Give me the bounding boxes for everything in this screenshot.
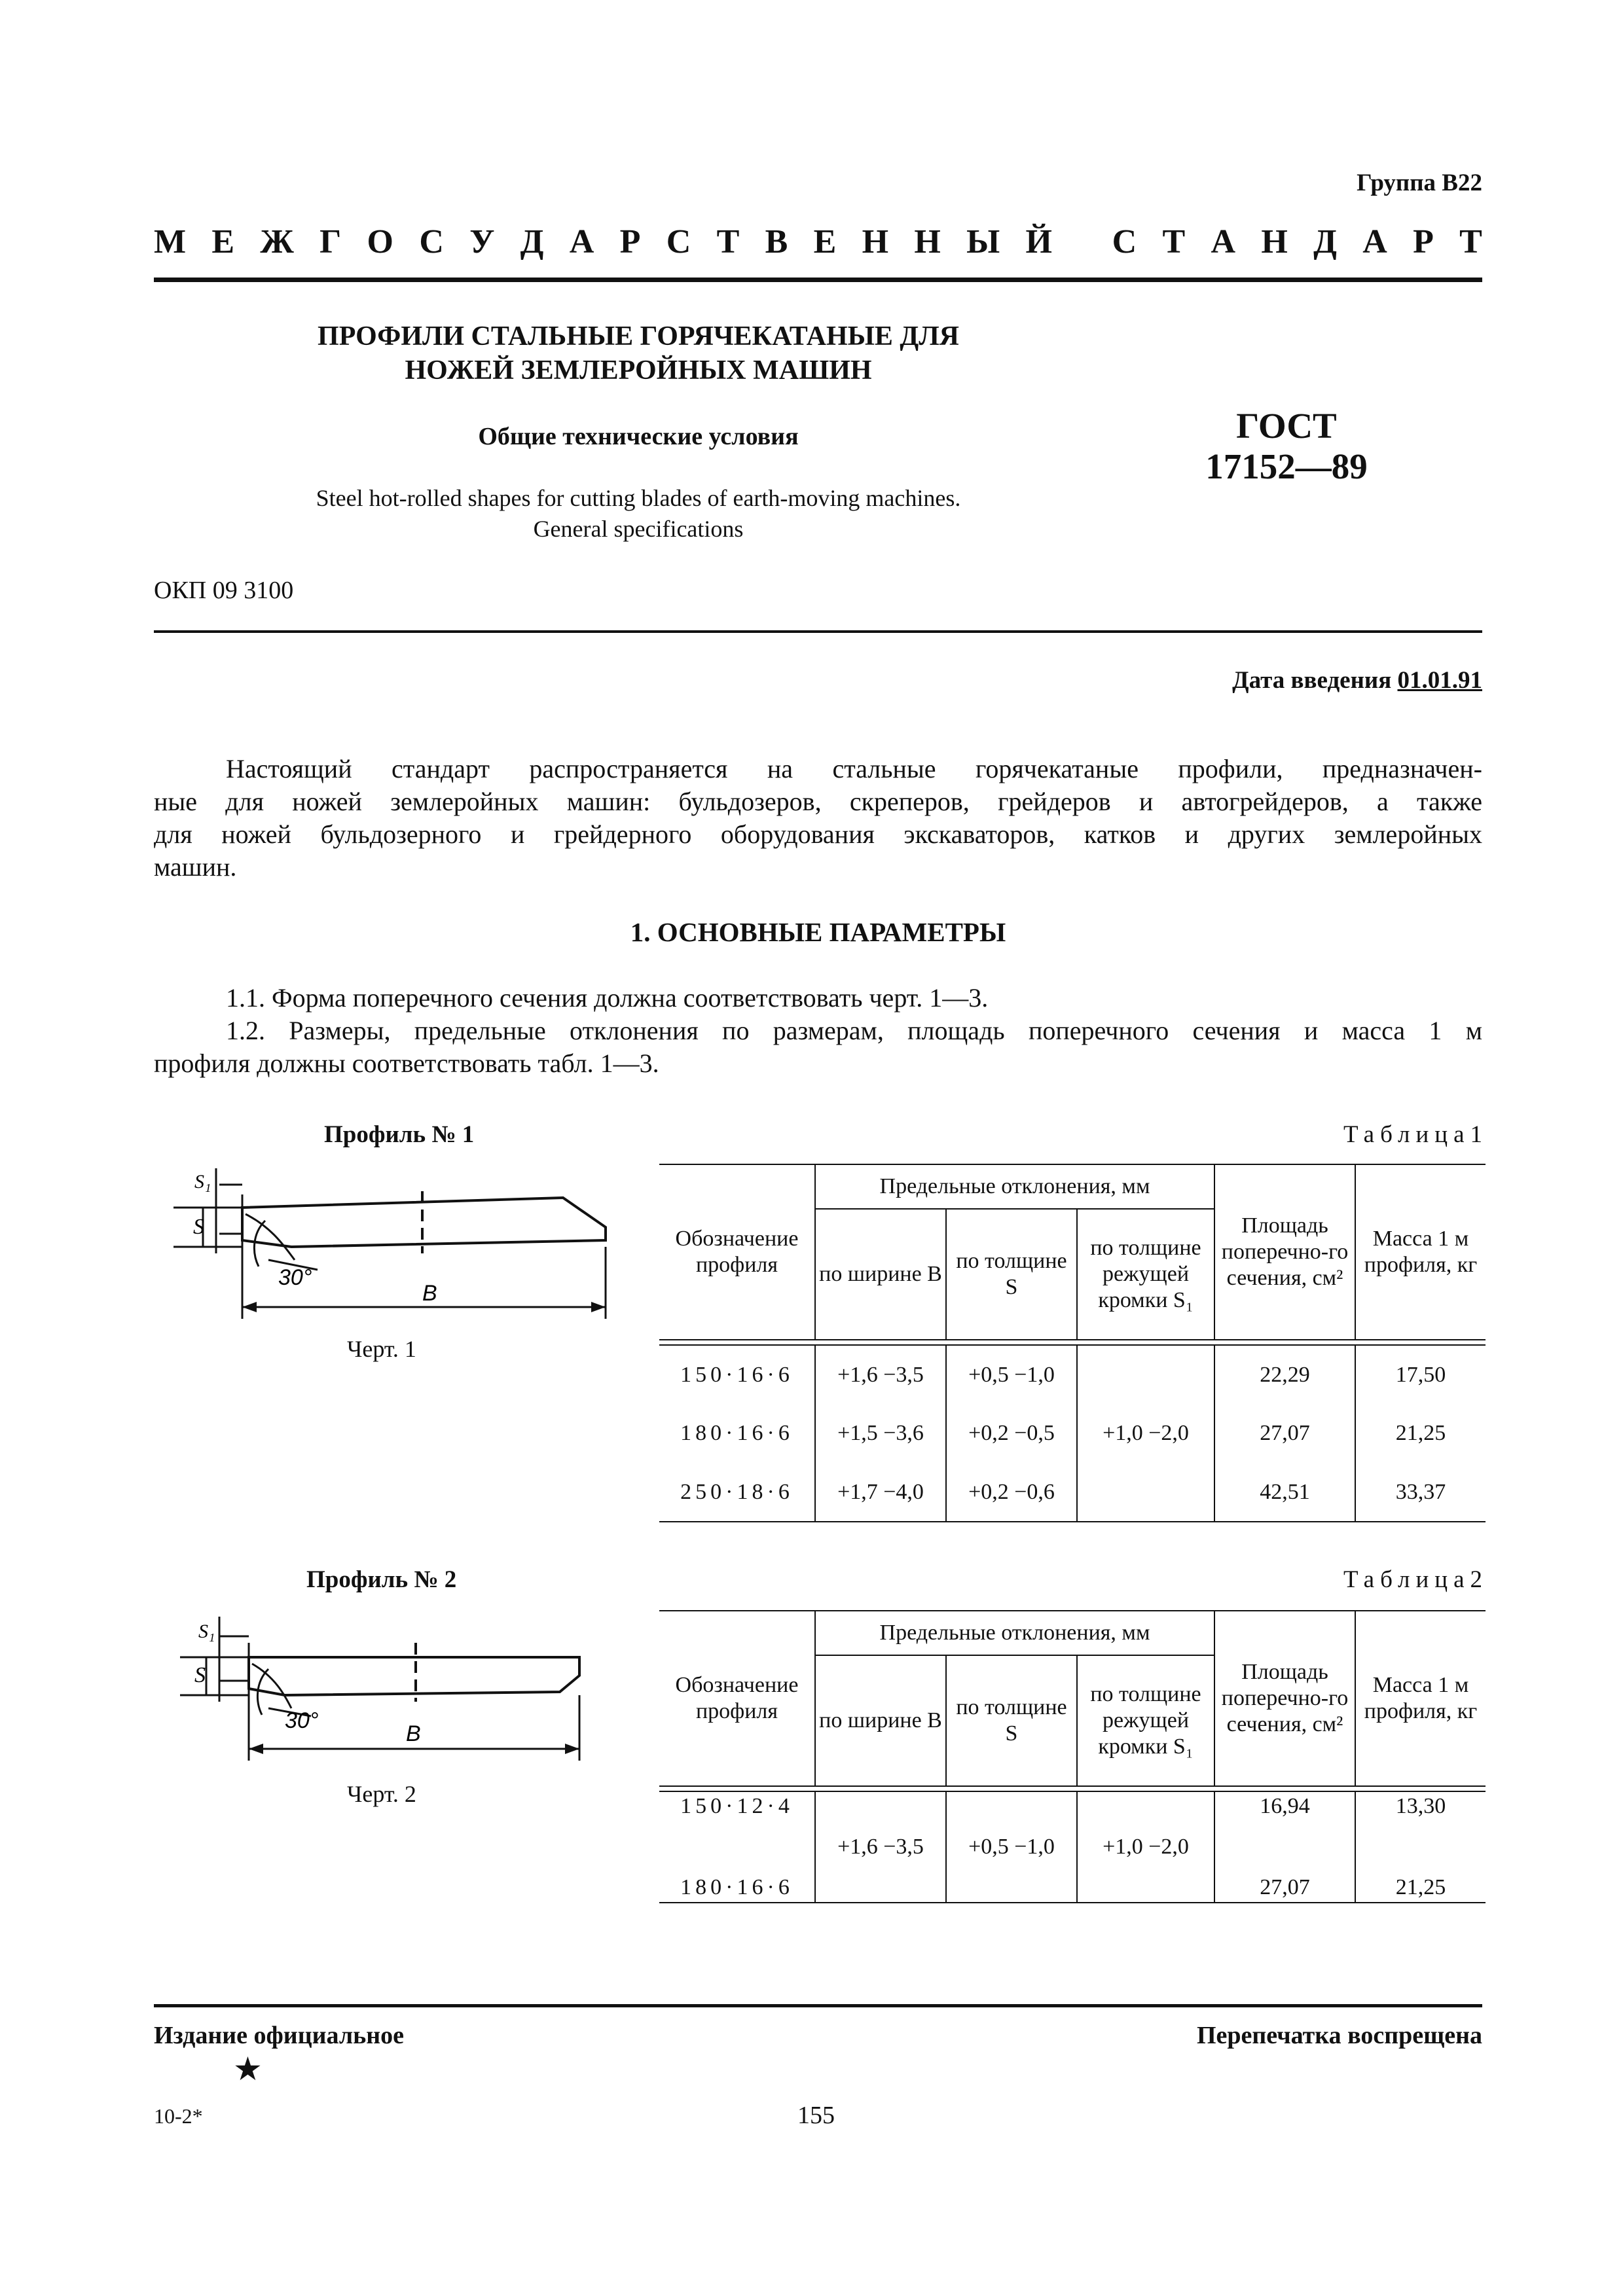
heading-letter: С (666, 223, 691, 260)
table-row (659, 1463, 1486, 1522)
figure-1-caption: Черт. 1 (347, 1336, 416, 1362)
table-2-row-1-area: 16,94 (1214, 1791, 1355, 1847)
figure-2-caption: Черт. 2 (347, 1781, 416, 1807)
heading-letter: В (765, 223, 788, 260)
profile-2-s-label: S (194, 1663, 206, 1687)
table-2-edge: +1,0 −2,0 (1077, 1791, 1214, 1903)
heading-letter: А (1211, 223, 1236, 260)
table-1-row-1-area: 22,29 (1214, 1345, 1355, 1404)
intro-line-1: Настоящий стандарт распространяется на стальные горячекатаные профили, предназначен- (226, 754, 1482, 783)
table-2-header-limits: Предельные отклонения, мм (815, 1611, 1214, 1655)
heading-letter: С (419, 223, 444, 260)
table-1-row-1-width: +1,6 −3,5 (815, 1345, 946, 1404)
heading-letter: С (1112, 223, 1137, 260)
title-line-1: ПРОФИЛИ СТАЛЬНЫЕ ГОРЯЧЕКАТАНЫЕ ДЛЯ (318, 321, 959, 351)
table-1-row-2-mass: 21,25 (1355, 1404, 1486, 1463)
table-2-header-edge: по толщине режущей кромки S₁ (1077, 1655, 1214, 1786)
table-1-row-3-thickness: +0,2 −0,6 (946, 1463, 1077, 1522)
table-1-header-width: по ширине B (815, 1209, 946, 1340)
table-1-row-3-name: 250·18·6 (659, 1463, 815, 1522)
title-line-2: НОЖЕЙ ЗЕМЛЕРОЙНЫХ МАШИН (405, 355, 872, 386)
heading-letter: А (569, 223, 594, 260)
table-2-row-2-name: 180·16·6 (659, 1847, 815, 1903)
okp-rule (154, 630, 1482, 633)
date-label: Дата введения (1232, 667, 1392, 694)
profile-1-caption: Профиль № 1 (324, 1121, 475, 1148)
intro-line-4: машин. (154, 852, 237, 882)
heading-letter: Н (862, 223, 889, 260)
table-1-header-mass: Масса 1 м профиля, кг (1355, 1164, 1486, 1340)
clause-1-2-line-1: 1.2. Размеры, предельные отклонения по размерам, площадь поперечного сечения и масса 1 м (226, 1016, 1482, 1045)
heading-letter: Т (716, 223, 740, 260)
table-1-row-1-name: 150·16·6 (659, 1345, 815, 1404)
edition-label: Издание официальное (154, 2022, 405, 2049)
table-row (659, 1404, 1486, 1463)
table-1-edge: +1,0 −2,0 (1077, 1345, 1214, 1522)
profile-1-b-label: B (422, 1281, 437, 1306)
heading-letter: Р (619, 223, 641, 260)
table-2 (659, 1610, 1486, 1903)
heading-letter: Т (1459, 223, 1482, 260)
header-rule (154, 278, 1482, 282)
heading-letter: Н (914, 223, 941, 260)
heading-letter: А (1362, 223, 1387, 260)
table-row (659, 1791, 1486, 1847)
footer-rule (154, 2004, 1482, 2007)
table-2-row-2-area: 27,07 (1214, 1847, 1355, 1903)
heading-letter: Р (1413, 223, 1434, 260)
heading-letter: Н (1261, 223, 1288, 260)
print-code: 10-2* (154, 2104, 203, 2128)
table-1-header-limits: Предельные отклонения, мм (815, 1164, 1214, 1209)
table-2-label: Таблица2 (1343, 1566, 1488, 1593)
star-icon: ★ (233, 2051, 263, 2087)
table-1-row-3-width: +1,7 −4,0 (815, 1463, 946, 1522)
heading-letter: Ж (260, 223, 294, 260)
gost-number (1178, 406, 1395, 487)
table-2-header-width: по ширине B (815, 1655, 946, 1786)
profile-1-s-label: S (193, 1215, 204, 1239)
intro-line-2: ные для ножей землеройных машин: бульдозеров, скреперов, грейдеров и автогрейдеров, а также (154, 787, 1482, 816)
table-1-header-thickness: по толщине S (946, 1209, 1077, 1340)
table-2-width: +1,6 −3,5 (815, 1791, 946, 1903)
document-title (154, 319, 1123, 387)
profile-2-angle-label: 30° (285, 1708, 319, 1733)
heading-letter: Г (319, 223, 342, 260)
table-2-row-2-mass: 21,25 (1355, 1847, 1486, 1903)
heading-letter: Д (520, 223, 544, 260)
heading-letter: М (154, 223, 187, 260)
date-value: 01.01.91 (1397, 667, 1482, 694)
okp-code: ОКП 09 3100 (154, 577, 294, 604)
profile-2-s1-label: S₁ (198, 1621, 215, 1642)
heading-letter: Т (1162, 223, 1186, 260)
table-1-header-edge: по толщине режущей кромки S₁ (1077, 1209, 1214, 1340)
group-code: Группа В22 (1357, 170, 1482, 196)
profile-1-s1-label: S₁ (194, 1171, 211, 1193)
heading-letter: О (367, 223, 393, 260)
profile-1-angle-label: 30° (278, 1265, 312, 1290)
table-2-row-1-name: 150·12·4 (659, 1791, 815, 1847)
profile-2-caption: Профиль № 2 (306, 1566, 457, 1593)
table-1-row-2-name: 180·16·6 (659, 1404, 815, 1463)
section-paragraphs (154, 982, 1482, 1080)
gost-label: ГОСТ (1236, 406, 1337, 446)
heading-letter: У (469, 223, 495, 260)
table-2-row-1-mass: 13,30 (1355, 1791, 1486, 1847)
english-title (154, 483, 1123, 545)
heading-letter: Й (1025, 223, 1052, 260)
table-2-header-mass: Масса 1 м профиля, кг (1355, 1611, 1486, 1786)
profile-1-drawing (154, 1155, 625, 1338)
table-2-header-designation: Обозначение профиля (659, 1611, 815, 1786)
table-1-header-designation: Обозначение профиля (659, 1164, 815, 1340)
intro-paragraph (154, 753, 1482, 884)
page-number: 155 (797, 2102, 835, 2129)
table-1-row-3-mass: 33,37 (1355, 1463, 1486, 1522)
table-1-row-3-area: 42,51 (1214, 1463, 1355, 1522)
clause-1-2-line-2: профиля должны соответствовать табл. 1—3. (154, 1049, 659, 1078)
heading-letter: Д (1313, 223, 1337, 260)
table-1 (659, 1164, 1486, 1522)
table-2-header-thickness: по толщине S (946, 1655, 1077, 1786)
intro-line-3: для ножей бульдозерного и грейдерного оборудования экскаваторов, катков и других землеройных (154, 819, 1482, 849)
heading-letter: Е (813, 223, 837, 260)
table-1-row-2-thickness: +0,2 −0,5 (946, 1404, 1077, 1463)
document-subtitle: Общие технические условия (478, 423, 799, 450)
table-row (659, 1345, 1486, 1404)
english-title-line-1: Steel hot-rolled shapes for cutting blades of earth-moving machines. (316, 485, 961, 511)
clause-1-1: 1.1. Форма поперечного сечения должна соответствовать черт. 1—3. (226, 983, 989, 1013)
table-1-label: Таблица1 (1343, 1121, 1488, 1148)
english-title-line-2: General specifications (533, 516, 744, 542)
profile-2-b-label: B (406, 1721, 421, 1746)
table-1-header-area: Площадь поперечно-го сечения, см² (1214, 1164, 1355, 1340)
table-1-row-2-area: 27,07 (1214, 1404, 1355, 1463)
heading-gap (1078, 223, 1086, 261)
table-2-thickness: +0,5 −1,0 (946, 1791, 1077, 1903)
heading-letter: Е (211, 223, 235, 260)
profile-2-drawing (154, 1604, 625, 1787)
section-heading: 1. ОСНОВНЫЕ ПАРАМЕТРЫ (630, 917, 1006, 947)
heading-letter: Ы (966, 223, 1000, 260)
table-1-row-2-width: +1,5 −3,6 (815, 1404, 946, 1463)
introduction-date (1232, 666, 1482, 694)
table-1-row-1-thickness: +0,5 −1,0 (946, 1345, 1077, 1404)
gost-code: 17152—89 (1205, 446, 1368, 486)
table-1-row-1-mass: 17,50 (1355, 1345, 1486, 1404)
reprint-notice: Перепечатка воспрещена (1196, 2022, 1482, 2049)
table-2-header-area: Площадь поперечно-го сечения, см² (1214, 1611, 1355, 1786)
interstate-standard-heading (154, 223, 1482, 261)
